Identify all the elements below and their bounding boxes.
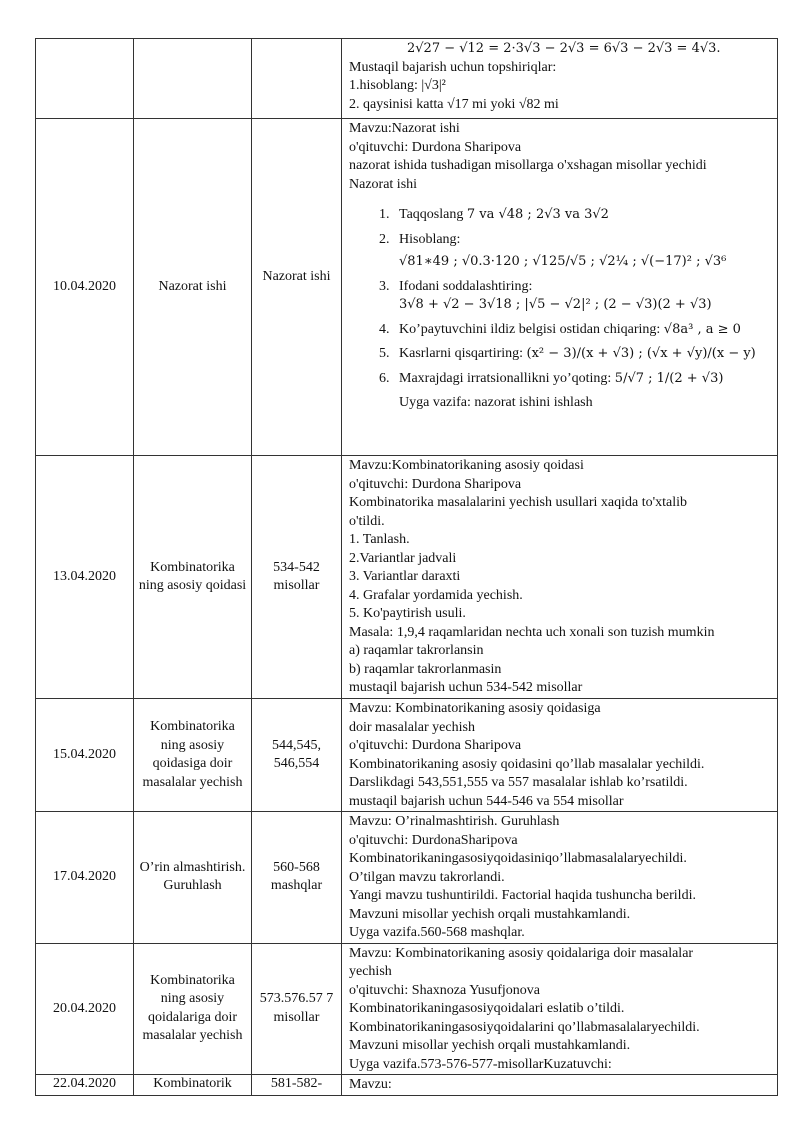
task-item	[393, 345, 772, 364]
date-cell: 22.04.2020	[36, 1075, 134, 1096]
content-line: Yangi mavzu tushuntirildi. Factorial haqida tushuncha berildi.	[349, 888, 696, 903]
task-label: Ko’paytuvchini ildiz belgisi ostidan chiqaring:	[399, 321, 661, 337]
exercises-cell: 560-568 mashqlar	[252, 812, 342, 944]
content-line: Mavzu:Nazorat ishi	[349, 121, 460, 136]
exercises-cell: 581-582-	[252, 1075, 342, 1096]
topic-cell: Nazorat ishi	[134, 119, 252, 456]
content-line: 2√27 − √12 = 2·3√3 − 2√3 = 6√3 − 2√3 = 4√3.	[407, 41, 721, 56]
topic-cell: Kombinatorika ning asosiy qoidasiga doir masalalar yechish	[134, 699, 252, 812]
content-line: Mavzu: Kombinatorikaning asosiy qoidalariga doir masalalar	[349, 945, 694, 961]
content-cell	[342, 943, 778, 1075]
table-row	[36, 699, 778, 812]
content-line: Darslikdagi 543,551,555 va 557 masalalar ishlab ko’rsatildi.	[349, 775, 688, 790]
task-item	[393, 278, 772, 315]
content-line: Mavzuni misollar yechish orqali mustahkamlandi.	[349, 1038, 631, 1053]
exercises-cell: 573.576.57 7 misollar	[252, 943, 342, 1075]
content-cell	[342, 699, 778, 812]
date-cell: 20.04.2020	[36, 943, 134, 1075]
content-line: b) raqamlar takrorlanmasin	[349, 661, 502, 677]
table-row	[36, 39, 778, 119]
task-list	[349, 206, 772, 388]
content-line: Mavzu: Kombinatorikaning asosiy qoidasiga	[349, 701, 601, 716]
content-cell	[342, 456, 778, 699]
date-cell: 13.04.2020	[36, 456, 134, 699]
table-row	[36, 1075, 778, 1096]
topic-cell: Kombinatorika ning asosiy qoidalariga doir masalalar yechish	[134, 943, 252, 1075]
task-math: (x² − 3)/(x + √3) ; (√x + √y)/(x − y)	[526, 346, 756, 361]
task-math: 7 va √48 ; 2√3 va 3√2	[466, 207, 609, 222]
content-line: o'qituvchi: Durdona Sharipova	[349, 476, 522, 492]
content-line: 3. Variantlar daraxti	[349, 569, 461, 584]
task-label: Taqqoslang	[399, 207, 464, 222]
content-line: Mavzu: O’rinalmashtirish. Guruhlash	[349, 814, 560, 829]
content-line: o'qituvchi: DurdonaSharipova	[349, 832, 518, 848]
topic-cell	[134, 39, 252, 119]
content-line: Kombinatorikaning asosiy qoidasini qo’llab masalalar yechildi.	[349, 756, 705, 772]
content-line: O’tilgan mavzu takrorlandi.	[349, 869, 505, 885]
task-label: 3. Ifodani soddalashtiring:	[399, 278, 533, 294]
date-cell: 17.04.2020	[36, 812, 134, 944]
task-item	[393, 231, 772, 272]
content-line: a) raqamlar takrorlansin	[349, 643, 484, 658]
exercises-cell: 544,545, 546,554	[252, 699, 342, 812]
content-line: doir masalalar yechish	[349, 719, 475, 735]
content-cell	[342, 39, 778, 119]
task-math: 3√8 + √2 − 3√18 ; |√5 − √2|² ; (2 − √3)(2 + √3)	[399, 297, 712, 312]
content-line: 2. qaysinisi katta √17 mi yoki √82 mi	[349, 96, 559, 112]
content-line: Kombinatorikaningasosiyqoidalari eslatib o’tildi.	[349, 1001, 625, 1016]
lesson-log-table	[35, 38, 778, 1096]
table-row	[36, 119, 778, 456]
date-cell: 10.04.2020	[36, 119, 134, 456]
task-item	[393, 206, 772, 225]
table-row	[36, 943, 778, 1075]
content-line: mustaqil bajarish uchun 544-546 va 554 misollar	[349, 793, 624, 809]
content-line: mustaqil bajarish uchun 534-542 misollar	[349, 680, 583, 695]
task-math: 5/√7 ; 1/(2 + √3)	[614, 370, 724, 386]
content-line: Masala: 1,9,4 raqamlaridan nechta uch xonali son tuzish mumkin	[349, 624, 715, 640]
content-line: Uyga vazifa.573-576-577-misollarKuzatuvchi:	[349, 1056, 612, 1072]
content-line: o'tildi.	[349, 513, 385, 529]
content-line: Uyga vazifa.560-568 mashqlar.	[349, 925, 525, 940]
content-line: Mavzuni misollar yechish orqali mustahkamlandi.	[349, 906, 631, 922]
topic-cell: Kombinatorika ning asosiy qoidasi	[134, 456, 252, 699]
content-line: o'qituvchi: Shaxnoza Yusufjonova	[349, 982, 540, 998]
content-line: o'qituvchi: Durdona Sharipova	[349, 139, 522, 155]
topic-cell: O’rin almashtirish. Guruhlash	[134, 812, 252, 944]
content-line: 1. Tanlash.	[349, 532, 410, 547]
topic-cell: Kombinatorik	[134, 1075, 252, 1096]
task-label: Maxrajdagi irratsionallikni yo’qoting:	[399, 370, 612, 386]
task-item	[393, 370, 772, 389]
date-cell	[36, 39, 134, 119]
date-cell: 15.04.2020	[36, 699, 134, 812]
content-line: 1.hisoblang: |√3|²	[349, 78, 446, 93]
table-row	[36, 812, 778, 944]
task-label: Kasrlarni qisqartiring:	[399, 346, 524, 361]
task-item	[393, 321, 772, 340]
homework-line: Uyga vazifa: nazorat ishini ishlash	[399, 395, 593, 410]
task-math: √81∗49 ; √0.3·120 ; √125/√5 ; √2¼ ; √(−17)² ; √3⁶	[399, 254, 727, 269]
content-line: Kombinatorikaningasosiyqoidasiniqo’llabmasalalaryechildi.	[349, 851, 687, 866]
content-line: Nazorat ishi	[349, 176, 418, 192]
content-line: Mustaqil bajarish uchun topshiriqlar:	[349, 59, 557, 75]
content-line: o'qituvchi: Durdona Sharipova	[349, 738, 522, 753]
content-line: Mavzu:	[349, 1077, 392, 1092]
content-line: Kombinatorikaningasosiyqoidalarini qo’llabmasalalaryechildi.	[349, 1019, 700, 1035]
exercises-cell	[252, 39, 342, 119]
content-line: nazorat ishida tushadigan misollarga o'xshagan misollar yechidi	[349, 158, 707, 173]
content-cell	[342, 1075, 778, 1096]
content-line: Mavzu:Kombinatorikaning asosiy qoidasi	[349, 458, 584, 473]
task-label: 2. Hisoblang:	[399, 231, 461, 247]
content-line: 2.Variantlar jadvali	[349, 550, 457, 566]
exercises-cell: Nazorat ishi	[252, 119, 342, 456]
content-line: yechish	[349, 964, 392, 979]
content-line: Kombinatorika masalalarini yechish usullari xaqida to'xtalib	[349, 495, 688, 510]
content-line: 5. Ko'paytirish usuli.	[349, 606, 466, 621]
content-cell	[342, 812, 778, 944]
table-row	[36, 456, 778, 699]
exercises-cell: 534-542 misollar	[252, 456, 342, 699]
content-cell	[342, 119, 778, 456]
content-line: 4. Grafalar yordamida yechish.	[349, 587, 523, 603]
task-math: √8a³ , a ≥ 0	[663, 321, 741, 337]
